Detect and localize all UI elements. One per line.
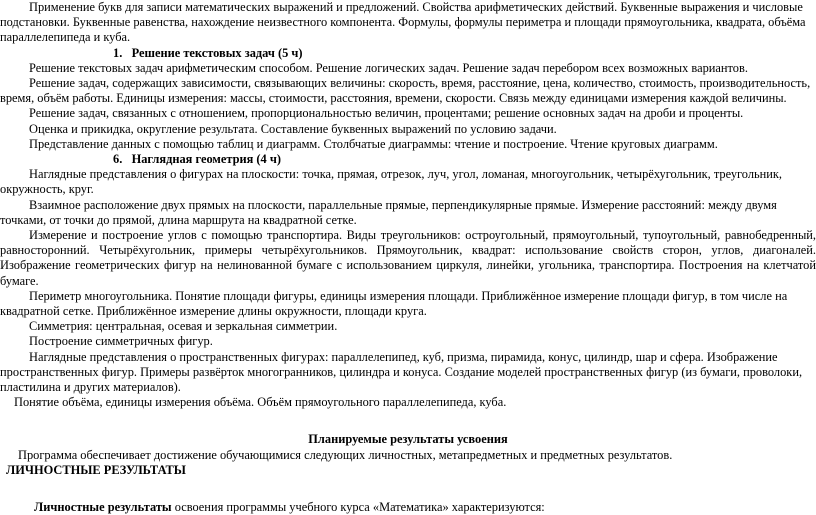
paragraph: Наглядные представления о пространственных фигурах: параллелепипед, куб, призма, пирамида, конус, цилиндр, шар и сфера. Изображение пространственных фигур. Примеры развёрток многогранников, цилиндра и конуса. Создание моделей пространственных фигур (из бумаги, проволоки, пластилина и других материалов). (0, 349, 803, 395)
paragraph: Оценка и прикидка, округление результата. Составление буквенных выражений по условию задачи. (29, 121, 557, 136)
paragraph-letters-formulas: Применение букв для записи математических выражений и предложений. Свойства арифметических действий. Буквенные выражения и числовые подстановки. Буквенные равенства, нахождение неизвестного компонента. Формулы, формулы периметра и площади прямоугольника, квадрата, объёма параллелепипеда и куба. (0, 0, 806, 45)
section-heading-text-problems (0, 46, 816, 61)
personal-results-lead-bold: Личностные результаты (34, 500, 172, 515)
paragraph: Решение задач, связанных с отношением, пропорциональностью величин, процентами; решение основных задач на дроби и проценты. (29, 106, 744, 121)
paragraph: Наглядные представления о фигурах на плоскости: точка, прямая, отрезок, луч, угол, ломаная, многоугольник, четырёхугольник, треугольник, окружность, круг. (0, 167, 783, 197)
spacer (0, 410, 816, 432)
personal-results-heading: ЛИЧНОСТНЫЕ РЕЗУЛЬТАТЫ (6, 462, 186, 477)
paragraph: Представление данных с помощью таблиц и диаграмм. Столбчатые диаграммы: чтение и построение. Чтение круговых диаграмм. (29, 136, 718, 151)
section-number: 1. (113, 45, 123, 60)
personal-results-lead (0, 500, 816, 515)
section-heading-geometry (0, 152, 816, 167)
paragraph: Построение симметричных фигур. (29, 334, 213, 349)
paragraph: Решение текстовых задач арифметическим способом. Решение логических задач. Решение задач перебором всех возможных вариантов. (29, 60, 748, 75)
spacer (0, 478, 816, 500)
paragraph: Решение задач, содержащих зависимости, связывающих величины: скорость, время, расстояние, цена, количество, стоимость, производительность, время, объём работы. Единицы измерения: массы, стоимости, расстояния, времени, скорости. Связь между единицами измерения каждой величины. (0, 76, 811, 106)
paragraph: Взаимное расположение двух прямых на плоскости, параллельные прямые, перпендикулярные прямые. Измерение расстояний: между двумя точками, от точки до прямой, длина маршрута на квадратной сетке. (0, 197, 777, 227)
section-number: 6. (113, 152, 123, 167)
paragraph: Периметр многоугольника. Понятие площади фигуры, единицы измерения площади. Приближённое измерение площади фигур, в том числе на квадратной сетке. Приближённое измерение длины окружности, площади круга. (0, 288, 788, 319)
personal-results-lead-rest: освоения программы учебного курса «Математика» характеризуются: (171, 500, 545, 515)
results-intro: Программа обеспечивает достижение обучающимися следующих личностных, метапредметных и предметных результатов. (18, 447, 673, 462)
paragraph: Измерение и построение углов с помощью транспортира. Виды треугольников: остроугольный, прямоугольный, тупоугольный, равнобедренный, равносторонний. Четырёхугольник, примеры четырёхугольников. Прямоугольник, квадрат: использование свойств сторон, углов, диагоналей. Изображение геометрических фигур на нелинованной бумаге с использованием циркуля, линейки, угольника, транспортира. Построения на клетчатой бумаге. (0, 228, 816, 288)
paragraph: Симметрия: центральная, осевая и зеркальная симметрии. (29, 319, 338, 334)
section-title: Решение текстовых задач (5 ч) (131, 45, 303, 60)
section-title: Наглядная геометрия (4 ч) (131, 152, 281, 167)
results-title: Планируемые результаты усвоения (308, 432, 508, 447)
paragraph: Понятие объёма, единицы измерения объёма. Объём прямоугольного параллелепипеда, куба. (14, 395, 507, 410)
